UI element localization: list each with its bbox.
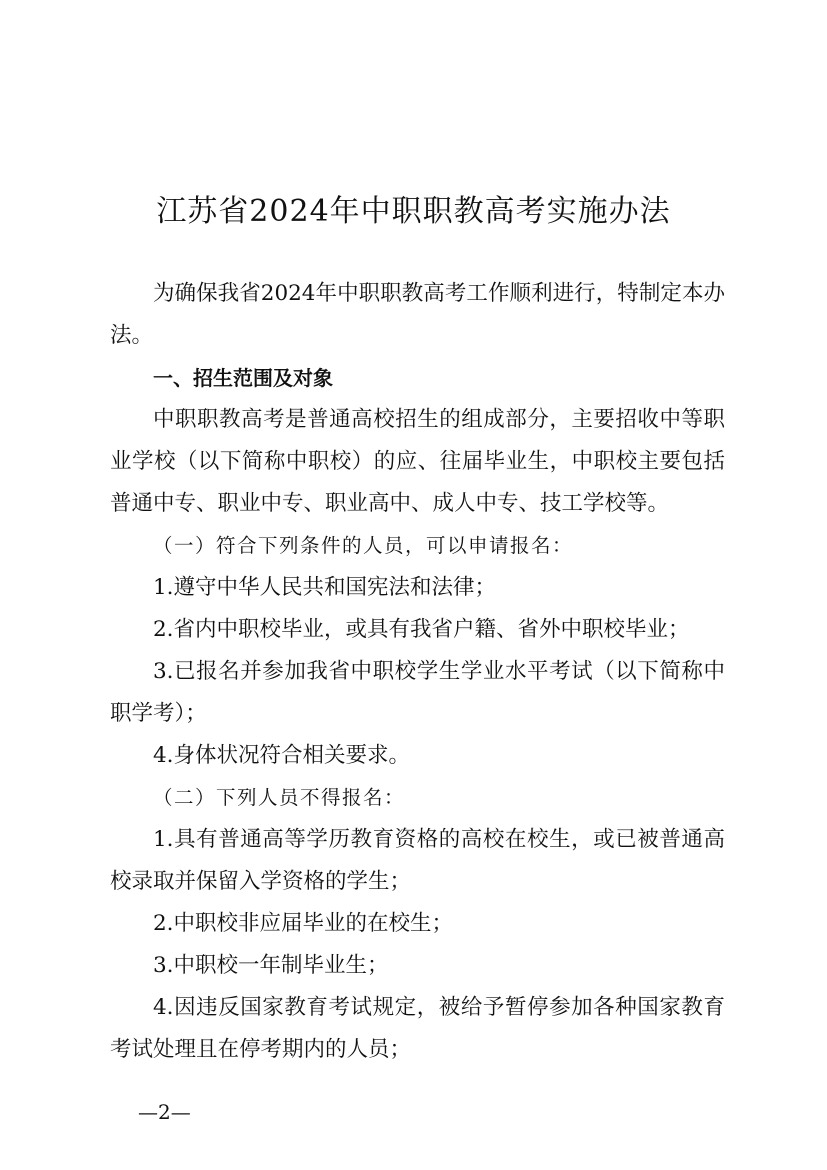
eligible-item-3: 3.已报名并参加我省中职校学生学业水平考试（以下简称中职学考）；	[110, 659, 725, 726]
section-heading-scope: 一、招生范围及对象	[153, 366, 333, 390]
page-number: —2—	[138, 1100, 191, 1124]
eligible-item-2: 2.省内中职校毕业，或具有我省户籍、省外中职校毕业；	[153, 617, 690, 642]
intro-paragraph: 为确保我省2024年中职职教高考工作顺利进行，特制定本办法。	[110, 281, 725, 348]
ineligible-item-2: 2.中职校非应届毕业的在校生；	[153, 911, 454, 936]
scope-paragraph: 中职职教高考是普通高校招生的组成部分，主要招收中等职业学校（以下简称中职校）的应、往届毕业生，中职校主要包括普通中专、职业中专、职业高中、成人中专、技工学校等。	[110, 407, 725, 516]
ineligible-item-3: 3.中职校一年制毕业生；	[153, 953, 389, 978]
eligible-item-4: 4.身体状况符合相关要求。	[153, 743, 411, 768]
subheading-ineligible: （二）下列人员不得报名：	[153, 786, 406, 809]
ineligible-item-4: 4.因违反国家教育考试规定，被给予暂停参加各种国家教育考试处理且在停考期内的人员；	[110, 995, 725, 1062]
document-body	[110, 273, 725, 1071]
subheading-eligible: （一）符合下列条件的人员，可以申请报名：	[153, 534, 574, 557]
document-title: 江苏省2024年中职职教高考实施办法	[156, 194, 671, 229]
eligible-item-1: 1.遵守中华人民共和国宪法和法律；	[153, 575, 497, 600]
ineligible-item-1: 1.具有普通高等学历教育资格的高校在校生，或已被普通高校录取并保留入学资格的学生；	[110, 827, 725, 894]
